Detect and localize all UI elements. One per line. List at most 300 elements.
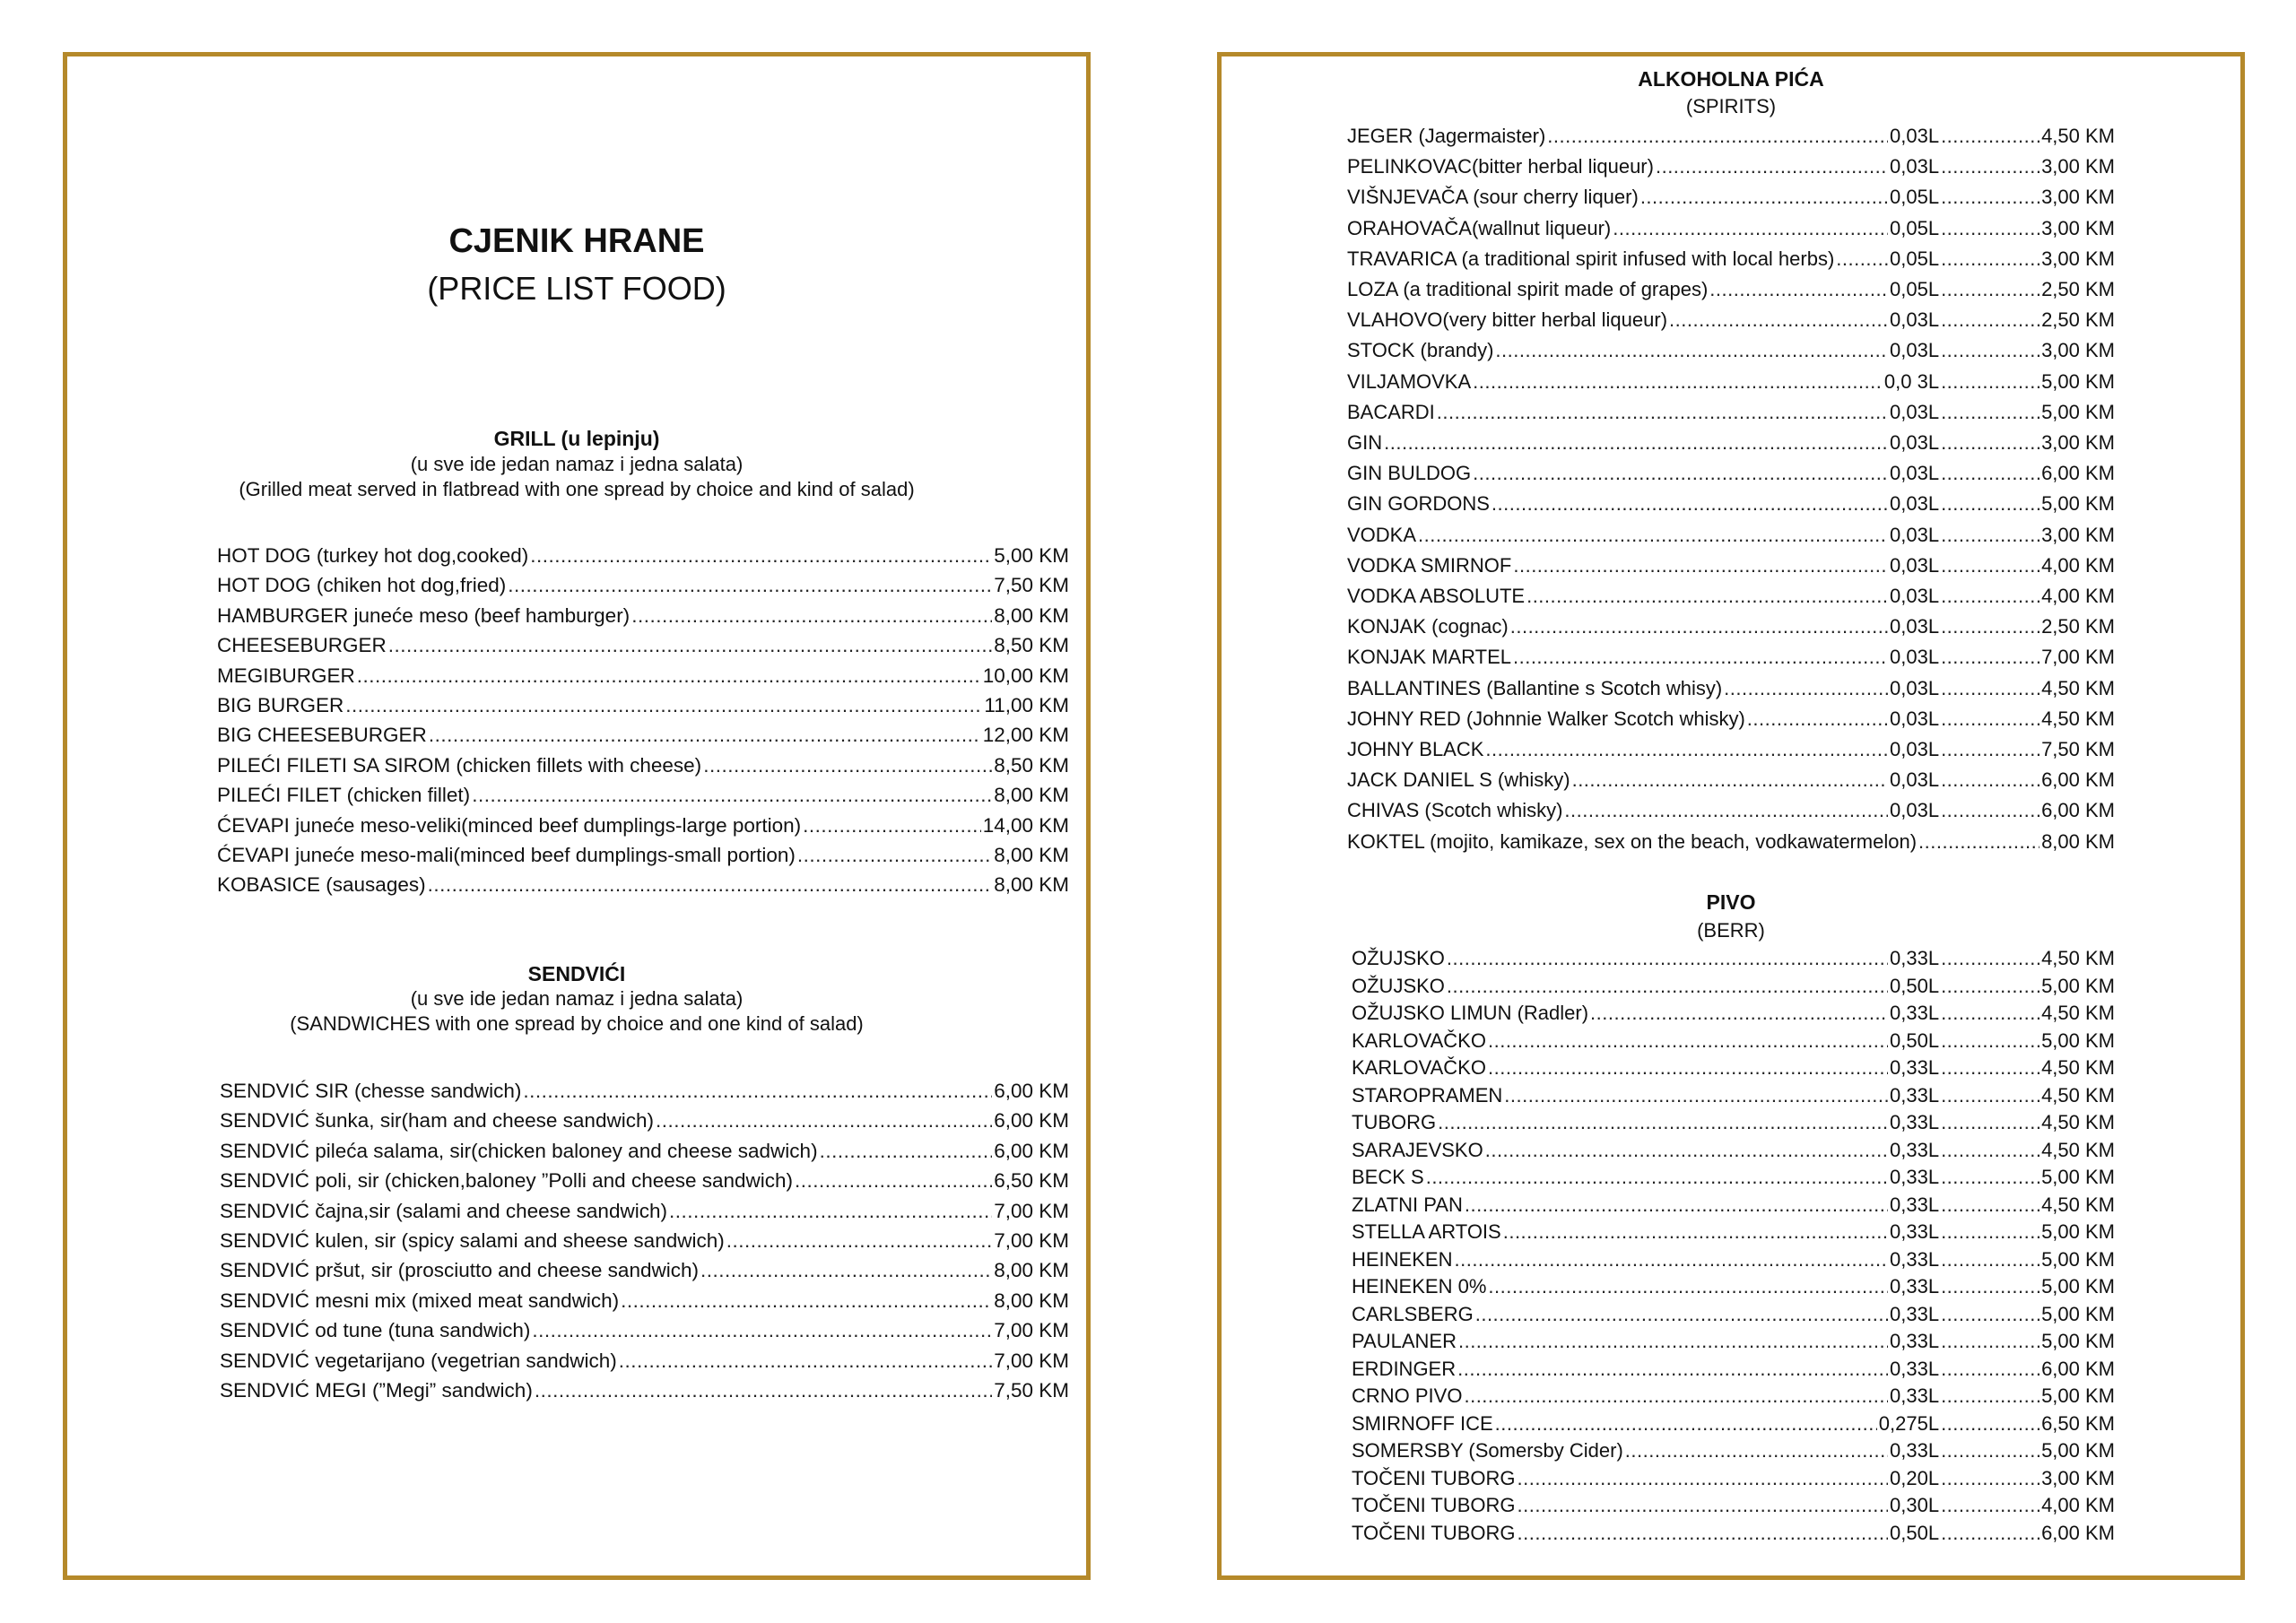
dot-leader — [1941, 612, 2039, 642]
item-price: 6,00 KM — [994, 1080, 1069, 1102]
dot-leader — [1488, 1055, 1888, 1082]
dot-leader — [357, 661, 981, 690]
item-volume: 0,33L — [1890, 1220, 1940, 1243]
item-price: 8,00 KM — [994, 784, 1069, 807]
item-price: 6,00 KM — [994, 1109, 1069, 1133]
item-name: SENDVIĆ MEGI (”Megi” sandwich) — [220, 1379, 533, 1402]
dot-leader — [1709, 274, 1888, 305]
item-price: 7,00 KM — [994, 1229, 1069, 1253]
item-price: 2,50 KM — [2041, 308, 2115, 332]
item-price: 5,00 KM — [2041, 1439, 2115, 1462]
dot-leader — [1941, 397, 2039, 428]
menu-item-row — [1352, 1000, 2115, 1028]
item-volume: 0,33L — [1890, 1384, 1940, 1407]
menu-item-row — [1352, 1328, 2115, 1356]
item-name: PILEĆI FILET (chicken fillet) — [217, 784, 471, 807]
dot-leader — [803, 811, 981, 840]
menu-item-row — [1347, 182, 2115, 213]
item-price: 5,00 KM — [2041, 1166, 2115, 1188]
item-name: HEINEKEN 0% — [1352, 1275, 1487, 1298]
item-name: CRNO PIVO — [1352, 1384, 1463, 1407]
item-price: 6,00 KM — [994, 1139, 1069, 1162]
dot-leader — [1918, 827, 2039, 857]
item-name: KARLOVAČKO — [1352, 1028, 1486, 1052]
item-price: 3,00 KM — [2041, 339, 2115, 362]
sandwiches-section-title: SENDVIĆI — [527, 962, 626, 985]
item-volume: 0,03L — [1890, 125, 1940, 147]
item-price: 4,00 KM — [2041, 553, 2115, 577]
item-name: ORAHOVAČA(wallnut liqueur) — [1347, 216, 1612, 239]
item-price: 14,00 KM — [982, 813, 1069, 837]
menu-item-row — [1347, 704, 2115, 734]
dot-leader — [1384, 428, 1888, 458]
item-price: 4,50 KM — [2041, 947, 2115, 969]
item-volume: 0,03L — [1890, 799, 1940, 822]
item-volume: 0,33L — [1890, 1247, 1940, 1271]
item-name: STOCK (brandy) — [1347, 339, 1494, 362]
item-volume: 0,33L — [1890, 1166, 1940, 1188]
dot-leader — [1488, 1028, 1888, 1055]
item-volume: 0,03L — [1890, 400, 1940, 423]
dot-leader — [1747, 704, 1888, 734]
dot-leader — [1457, 1356, 1888, 1384]
dot-leader — [1485, 734, 1888, 765]
menu-item-row — [1352, 1492, 2115, 1520]
menu-item-row — [1352, 1410, 2115, 1438]
dot-leader — [1941, 489, 2039, 519]
dot-leader — [1941, 121, 2039, 152]
item-name: VIŠNJEVAČA (sour cherry liquer) — [1347, 186, 1639, 209]
item-volume: 0,05L — [1890, 278, 1940, 301]
item-name: KARLOVAČKO — [1352, 1056, 1486, 1079]
dot-leader — [345, 690, 982, 720]
spirits-section-subtitle: (SPIRITS) — [1685, 95, 1777, 117]
dot-leader — [1656, 152, 1888, 182]
item-price: 3,00 KM — [2041, 186, 2115, 209]
item-price: 6,00 KM — [2041, 462, 2115, 485]
dot-leader — [1941, 1383, 2039, 1410]
menu-item-row — [217, 840, 1069, 870]
dot-leader — [1941, 213, 2039, 244]
menu-item-row — [1352, 1082, 2115, 1110]
item-price: 7,50 KM — [2041, 738, 2115, 761]
menu-item-row — [220, 1315, 1069, 1345]
item-price: 10,00 KM — [982, 664, 1069, 687]
item-name: TUBORG — [1352, 1111, 1437, 1133]
item-name: OŽUJSKO — [1352, 947, 1445, 969]
item-volume: 0,03L — [1890, 155, 1940, 178]
item-price: 6,00 KM — [2041, 799, 2115, 822]
dot-leader — [795, 1166, 992, 1195]
beer-menu-list — [1352, 945, 2115, 1547]
grill-section-title: GRILL (u lepinju) — [493, 427, 660, 450]
dot-leader — [631, 601, 992, 630]
menu-item-row — [1347, 213, 2115, 244]
menu-item-row — [220, 1076, 1069, 1106]
dot-leader — [619, 1346, 992, 1376]
item-price: 5,00 KM — [2041, 974, 2115, 997]
item-price: 4,50 KM — [2041, 676, 2115, 699]
item-name: OŽUJSKO — [1352, 974, 1445, 997]
item-volume: 0,33L — [1890, 1357, 1940, 1380]
dot-leader — [1941, 1437, 2039, 1465]
dot-leader — [530, 541, 992, 570]
item-price: 7,00 KM — [994, 1199, 1069, 1222]
dot-leader — [669, 1196, 992, 1226]
item-name: CHEESEBURGER — [217, 634, 387, 657]
dot-leader — [656, 1106, 992, 1135]
dot-leader — [1941, 182, 2039, 213]
item-volume: 0,05L — [1890, 186, 1940, 209]
menu-item-row — [1347, 795, 2115, 826]
item-price: 7,50 KM — [994, 574, 1069, 597]
item-name: JEGER (Jagermaister) — [1347, 125, 1546, 147]
dot-leader — [1941, 642, 2039, 673]
dot-leader — [532, 1315, 992, 1345]
dot-leader — [1941, 1028, 2039, 1055]
menu-item-row — [1347, 367, 2115, 397]
dot-leader — [1941, 704, 2039, 734]
item-volume: 0,03L — [1890, 768, 1940, 792]
beer-section-title: PIVO — [1706, 890, 1756, 914]
item-price: 4,50 KM — [2041, 1056, 2115, 1079]
dot-leader — [1513, 551, 1888, 581]
menu-item-row — [220, 1106, 1069, 1135]
item-price: 11,00 KM — [984, 694, 1069, 717]
dot-leader — [1941, 1219, 2039, 1246]
dot-leader — [1941, 1137, 2039, 1165]
item-name: GIN GORDONS — [1347, 492, 1490, 516]
item-name: GIN BULDOG — [1347, 462, 1472, 485]
menu-item-row — [1347, 551, 2115, 581]
item-price: 5,00 KM — [2041, 400, 2115, 423]
dot-leader — [1941, 428, 2039, 458]
item-volume: 0,03L — [1890, 553, 1940, 577]
item-price: 4,50 KM — [2041, 707, 2115, 730]
dot-leader — [1941, 520, 2039, 551]
item-price: 5,00 KM — [2041, 1220, 2115, 1243]
item-price: 3,00 KM — [2041, 247, 2115, 270]
item-name: SMIRNOFF ICE — [1352, 1411, 1493, 1435]
item-price: 5,00 KM — [2041, 1247, 2115, 1271]
item-price: 5,00 KM — [2041, 369, 2115, 393]
item-name: VILJAMOVKA — [1347, 369, 1472, 393]
dot-leader — [1504, 1082, 1888, 1110]
item-price: 4,50 KM — [2041, 1083, 2115, 1107]
dot-leader — [1488, 1273, 1888, 1301]
dot-leader — [1518, 1520, 1888, 1548]
item-name: VODKA — [1347, 523, 1417, 546]
dot-leader — [1941, 305, 2039, 335]
menu-item-row — [1347, 489, 2115, 519]
drinks-price-list-panel — [1217, 52, 2245, 1580]
menu-item-row — [1347, 765, 2115, 795]
menu-item-row — [1347, 520, 2115, 551]
item-name: LOZA (a traditional spirit made of grapes) — [1347, 278, 1709, 301]
item-price: 2,50 KM — [2041, 278, 2115, 301]
dot-leader — [1513, 642, 1888, 673]
dot-leader — [1941, 673, 2039, 704]
item-volume: 0,33L — [1890, 1083, 1940, 1107]
dot-leader — [703, 751, 992, 780]
item-price: 5,00 KM — [2041, 1028, 2115, 1052]
item-volume: 0,33L — [1890, 1439, 1940, 1462]
menu-item-row — [1347, 827, 2115, 857]
item-price: 3,00 KM — [2041, 523, 2115, 546]
dot-leader — [1941, 1109, 2039, 1137]
item-name: BECK S — [1352, 1166, 1424, 1188]
menu-item-row — [220, 1286, 1069, 1315]
item-volume: 0,33L — [1890, 1193, 1940, 1216]
item-name: BIG BURGER — [217, 694, 344, 717]
menu-item-row — [1347, 581, 2115, 612]
menu-item-row — [1352, 1164, 2115, 1192]
dot-leader — [621, 1286, 992, 1315]
grill-section-note: (u sve ide jedan namaz i jedna salata) — [410, 453, 744, 475]
menu-item-row — [1352, 1301, 2115, 1329]
item-name: PELINKOVAC(bitter herbal liqueur) — [1347, 155, 1654, 178]
dot-leader — [1941, 1520, 2039, 1548]
item-price: 5,00 KM — [2041, 1275, 2115, 1298]
item-volume: 0,0 3L — [1883, 369, 1940, 393]
item-volume: 0,03L — [1890, 646, 1940, 669]
item-name: KOBASICE (sausages) — [217, 873, 426, 897]
item-name: ERDINGER — [1352, 1357, 1457, 1380]
item-volume: 0,03L — [1890, 339, 1940, 362]
menu-item-row — [1347, 121, 2115, 152]
item-price: 8,00 KM — [994, 1259, 1069, 1282]
item-price: 4,50 KM — [2041, 125, 2115, 147]
dot-leader — [1941, 458, 2039, 489]
dot-leader — [1473, 367, 1883, 397]
item-name: SARAJEVSKO — [1352, 1138, 1483, 1161]
grill-menu-list — [217, 541, 1069, 900]
dot-leader — [1495, 1410, 1877, 1438]
dot-leader — [1724, 673, 1888, 704]
item-volume: 0,03L — [1890, 738, 1940, 761]
item-name: TRAVARICA (a traditional spirit infused with local herbs) — [1347, 247, 1835, 270]
dot-leader — [1941, 335, 2039, 366]
item-price: 5,00 KM — [2041, 492, 2115, 516]
item-name: SENDVIĆ od tune (tuna sandwich) — [220, 1319, 531, 1342]
dot-leader — [1941, 152, 2039, 182]
menu-item-row — [217, 720, 1069, 750]
item-price: 8,00 KM — [994, 1289, 1069, 1312]
dot-leader — [1547, 121, 1888, 152]
item-price: 8,00 KM — [994, 873, 1069, 897]
menu-item-row — [1347, 612, 2115, 642]
spirits-menu-list — [1347, 121, 2115, 857]
menu-item-row — [220, 1136, 1069, 1166]
dot-leader — [1613, 213, 1888, 244]
item-name: BIG CHEESEBURGER — [217, 724, 427, 747]
item-price: 4,50 KM — [2041, 1193, 2115, 1216]
sandwiches-section-note: (u sve ide jedan namaz i jedna salata) — [410, 987, 744, 1010]
dot-leader — [1941, 1410, 2039, 1438]
menu-item-row — [1352, 945, 2115, 973]
dot-leader — [1941, 973, 2039, 1001]
item-name: HEINEKEN — [1352, 1247, 1453, 1271]
menu-item-row — [1347, 335, 2115, 366]
item-name: STELLA ARTOIS — [1352, 1220, 1501, 1243]
item-name: VLAHOVO(very bitter herbal liqueur) — [1347, 308, 1668, 332]
item-name: BACARDI — [1347, 400, 1435, 423]
dot-leader — [1564, 795, 1888, 826]
menu-item-row — [220, 1376, 1069, 1405]
item-name: JOHNY BLACK — [1347, 738, 1484, 761]
item-name: SENDVIĆ pršut, sir (prosciutto and cheese sandwich) — [220, 1259, 699, 1282]
menu-item-row — [217, 661, 1069, 690]
item-price: 7,00 KM — [994, 1319, 1069, 1342]
dot-leader — [1941, 581, 2039, 612]
dot-leader — [1475, 1301, 1888, 1329]
item-name: SENDVIĆ mesni mix (mixed meat sandwich) — [220, 1289, 620, 1312]
item-price: 7,00 KM — [2041, 646, 2115, 669]
item-price: 5,00 KM — [2041, 1330, 2115, 1352]
item-price: 5,00 KM — [2041, 1302, 2115, 1325]
menu-item-row — [217, 780, 1069, 810]
dot-leader — [1941, 945, 2039, 973]
item-volume: 0,33L — [1890, 1330, 1940, 1352]
menu-item-row — [217, 811, 1069, 840]
item-name: CHIVAS (Scotch whisky) — [1347, 799, 1563, 822]
menu-item-row — [1347, 642, 2115, 673]
item-name: CARLSBERG — [1352, 1302, 1474, 1325]
item-price: 3,00 KM — [2041, 216, 2115, 239]
item-price: 5,00 KM — [2041, 1384, 2115, 1407]
dot-leader — [428, 870, 993, 899]
dot-leader — [1941, 274, 2039, 305]
menu-item-row — [217, 870, 1069, 899]
dot-leader — [1941, 1055, 2039, 1082]
item-price: 5,00 KM — [994, 544, 1069, 567]
dot-leader — [700, 1255, 992, 1285]
menu-item-row — [220, 1255, 1069, 1285]
page-title: CJENIK HRANE — [448, 222, 705, 260]
dot-leader — [1941, 551, 2039, 581]
item-volume: 0,33L — [1890, 1056, 1940, 1079]
item-volume: 0,03L — [1890, 585, 1940, 608]
dot-leader — [508, 570, 992, 600]
dot-leader — [1465, 1192, 1888, 1219]
item-price: 2,50 KM — [2041, 615, 2115, 638]
menu-item-row — [1352, 1028, 2115, 1055]
dot-leader — [820, 1136, 993, 1166]
dot-leader — [1941, 795, 2039, 826]
item-volume: 0,33L — [1890, 947, 1940, 969]
item-volume: 0,03L — [1890, 462, 1940, 485]
item-volume: 0,05L — [1890, 247, 1940, 270]
dot-leader — [1437, 397, 1888, 428]
item-name: STAROPRAMEN — [1352, 1083, 1503, 1107]
item-name: SENDVIĆ SIR (chesse sandwich) — [220, 1080, 522, 1102]
item-name: BALLANTINES (Ballantine s Scotch whisy) — [1347, 676, 1723, 699]
item-price: 3,00 KM — [2041, 1466, 2115, 1489]
dot-leader — [1447, 945, 1888, 973]
item-name: SENDVIĆ šunka, sir(ham and cheese sandwich) — [220, 1109, 654, 1133]
item-name: TOČENI TUBORG — [1352, 1521, 1516, 1544]
item-volume: 0,03L — [1890, 707, 1940, 730]
dot-leader — [797, 840, 992, 870]
item-name: PILEĆI FILETI SA SIROM (chicken fillets with cheese) — [217, 753, 702, 777]
item-name: ĆEVAPI juneće meso-veliki(minced beef dumplings-large portion) — [217, 813, 802, 837]
menu-item-row — [1347, 673, 2115, 704]
dot-leader — [726, 1226, 992, 1255]
menu-item-row — [1352, 1246, 2115, 1274]
spirits-section-title: ALKOHOLNA PIĆA — [1638, 67, 1824, 91]
dot-leader — [1572, 765, 1888, 795]
item-price: 4,50 KM — [2041, 1138, 2115, 1161]
menu-item-row — [220, 1196, 1069, 1226]
menu-item-row — [1352, 973, 2115, 1001]
menu-item-row — [220, 1346, 1069, 1376]
dot-leader — [1518, 1492, 1888, 1520]
dot-leader — [1941, 1356, 2039, 1384]
item-name: KONJAK (cognac) — [1347, 615, 1509, 638]
dot-leader — [1836, 244, 1888, 274]
item-name: SENDVIĆ pileća salama, sir(chicken baloney and cheese sadwich) — [220, 1139, 818, 1162]
item-name: SENDVIĆ vegetarijano (vegetrian sandwich) — [220, 1349, 617, 1372]
item-volume: 0,33L — [1890, 1302, 1940, 1325]
item-price: 8,50 KM — [994, 634, 1069, 657]
item-name: JOHNY RED (Johnnie Walker Scotch whisky) — [1347, 707, 1745, 730]
item-price: 6,00 KM — [2041, 768, 2115, 792]
item-volume: 0,03L — [1890, 308, 1940, 332]
dot-leader — [1941, 1192, 2039, 1219]
item-volume: 0,03L — [1890, 431, 1940, 455]
dot-leader — [1941, 1246, 2039, 1274]
dot-leader — [1418, 520, 1888, 551]
item-name: VODKA ABSOLUTE — [1347, 585, 1526, 608]
page-subtitle: (PRICE LIST FOOD) — [427, 270, 726, 307]
item-price: 6,50 KM — [2041, 1411, 2115, 1435]
dot-leader — [1941, 244, 2039, 274]
item-volume: 0,50L — [1890, 1521, 1940, 1544]
item-volume: 0,50L — [1890, 1028, 1940, 1052]
item-name: MEGIBURGER — [217, 664, 355, 687]
menu-item-row — [1352, 1437, 2115, 1465]
menu-item-row — [217, 601, 1069, 630]
item-volume: 0,03L — [1890, 615, 1940, 638]
item-price: 3,00 KM — [2041, 431, 2115, 455]
dot-leader — [1941, 1000, 2039, 1028]
menu-item-row — [1352, 1192, 2115, 1219]
dot-leader — [1454, 1246, 1888, 1274]
dot-leader — [1941, 1328, 2039, 1356]
menu-item-row — [1347, 397, 2115, 428]
item-name: GIN — [1347, 431, 1383, 455]
menu-item-row — [1347, 458, 2115, 489]
menu-item-row — [217, 630, 1069, 660]
item-volume: 0,03L — [1890, 676, 1940, 699]
menu-item-row — [1347, 734, 2115, 765]
item-price: 6,00 KM — [2041, 1357, 2115, 1380]
item-name: OŽUJSKO LIMUN (Radler) — [1352, 1002, 1589, 1024]
dot-leader — [1495, 335, 1888, 366]
dot-leader — [1464, 1383, 1888, 1410]
item-name: TOČENI TUBORG — [1352, 1494, 1516, 1516]
item-price: 8,50 KM — [994, 753, 1069, 777]
dot-leader — [1640, 182, 1888, 213]
menu-item-row — [1352, 1383, 2115, 1410]
item-volume: 0,20L — [1890, 1466, 1940, 1489]
item-price: 8,00 KM — [994, 844, 1069, 867]
dot-leader — [1510, 612, 1888, 642]
item-name: PAULANER — [1352, 1330, 1457, 1352]
dot-leader — [1941, 734, 2039, 765]
item-price: 8,00 KM — [2041, 829, 2115, 853]
item-volume: 0,30L — [1890, 1494, 1940, 1516]
